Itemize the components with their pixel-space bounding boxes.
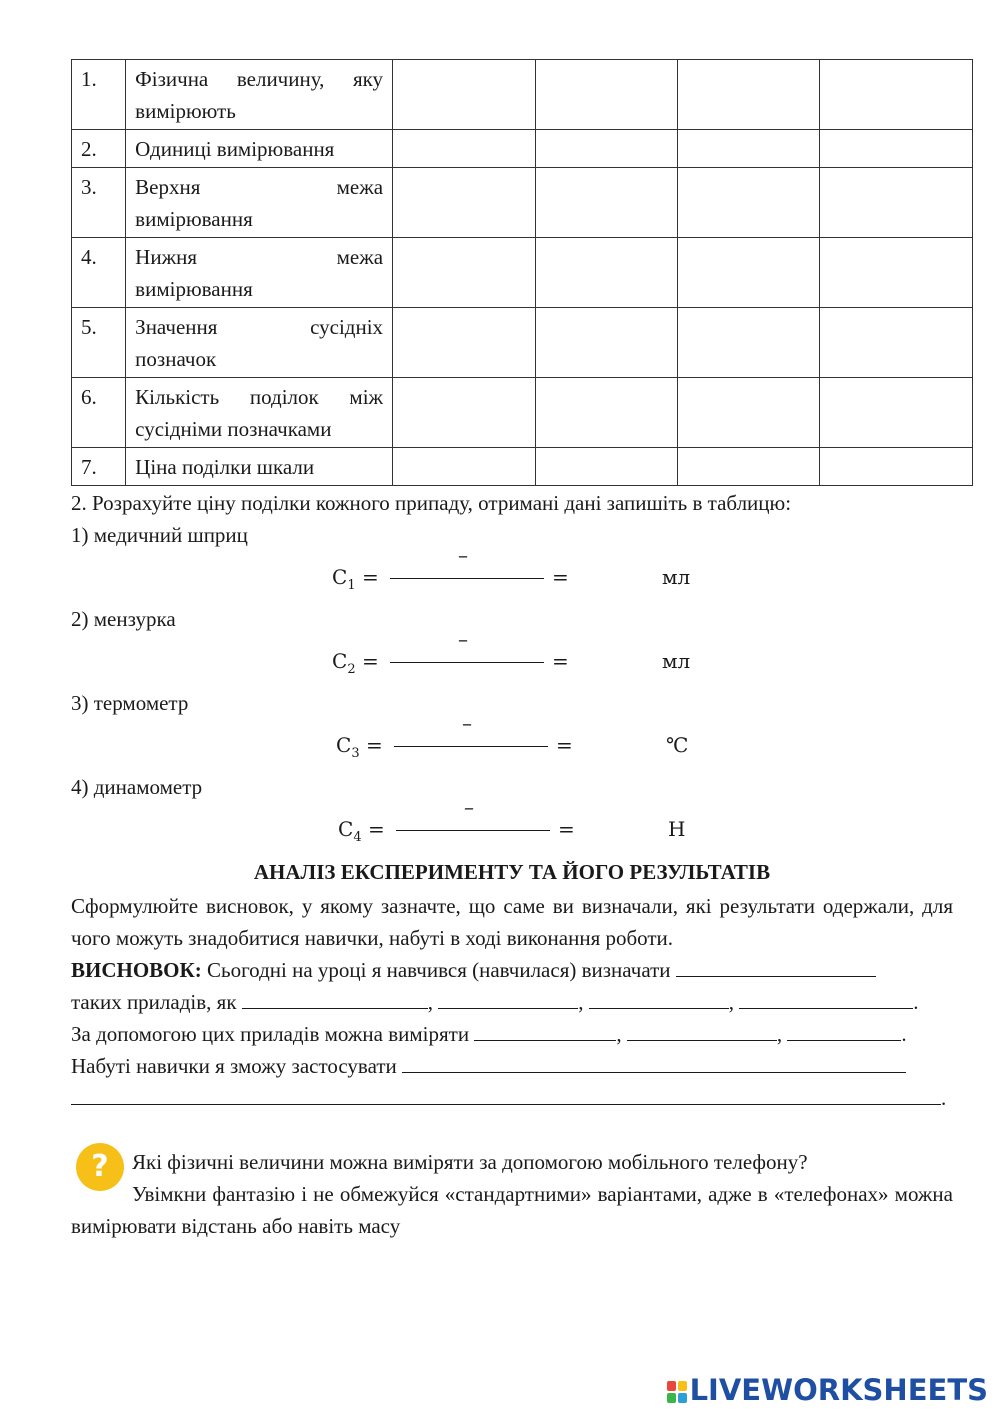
row-number: 5.	[72, 308, 126, 378]
blank-apply[interactable]	[402, 1052, 906, 1073]
answer-cell[interactable]	[535, 308, 677, 378]
answer-cell[interactable]	[393, 378, 535, 448]
analysis-heading: АНАЛІЗ ЕКСПЕРИМЕНТУ ТА ЙОГО РЕЗУЛЬТАТІВ	[253, 860, 771, 884]
answer-cell[interactable]	[393, 448, 535, 486]
conclusion-line-3: За допомогою цих приладів можна виміряти , , .	[71, 1022, 907, 1046]
conclusion-line-4	[71, 1050, 953, 1082]
row-label-line: Ціна поділки шкали	[135, 455, 315, 479]
equals-sign: =	[552, 649, 569, 673]
row-number: 6.	[72, 378, 126, 448]
numerator-minus[interactable]: –	[458, 543, 468, 567]
row-label	[126, 238, 393, 308]
answer-cell[interactable]	[535, 378, 677, 448]
answer-cell[interactable]	[820, 238, 973, 308]
equals-sign: =	[366, 733, 383, 757]
numerator-minus[interactable]: –	[462, 711, 472, 735]
row-label	[126, 378, 393, 448]
row-number: 3.	[72, 168, 126, 238]
formula-symbol	[336, 732, 360, 767]
conclusion-text-1: Сьогодні на уроці я навчився (навчилася) визначати	[207, 958, 671, 982]
formula-symbol	[332, 648, 356, 683]
formula-symbol	[338, 816, 362, 851]
blank-device-4[interactable]	[739, 988, 913, 1009]
row-label-line: Одиниці вимірювання	[135, 137, 335, 161]
question-hint: Увімкни фантазію і не обмежуйся «стандартними» варіантами, адже в «телефонах» можна вимірювати відстань або навіть масу	[71, 1182, 953, 1238]
question-icon: ?	[76, 1143, 124, 1191]
conclusion-text-2: таких приладів, як	[71, 990, 237, 1014]
division-value-formula	[332, 543, 712, 600]
row-label	[126, 168, 393, 238]
equals-sign: =	[558, 817, 575, 841]
unit-label: ℃	[666, 733, 689, 757]
answer-cell[interactable]	[820, 130, 973, 168]
row-number: 7.	[72, 448, 126, 486]
symbol-index: 2	[347, 662, 356, 677]
table-row	[72, 168, 973, 238]
blank-quantity-3[interactable]	[787, 1020, 901, 1041]
conclusion-line-5: .	[71, 1082, 953, 1114]
blank-apply-continued[interactable]	[71, 1084, 941, 1105]
blank-device-3[interactable]	[589, 988, 729, 1009]
question-text: Які фізичні величини можна виміряти за допомогою мобільного телефону?	[132, 1150, 808, 1174]
unit-label: Н	[668, 817, 686, 841]
conclusion-text-3: За допомогою цих приладів можна виміряти	[71, 1022, 470, 1046]
row-label-line: Фізична величину, яку	[135, 67, 384, 91]
row-number: 4.	[72, 238, 126, 308]
row-number: 2.	[72, 130, 126, 168]
answer-cell[interactable]	[393, 60, 535, 130]
table-row	[72, 308, 973, 378]
division-value-formula	[332, 627, 712, 684]
answer-cell[interactable]	[677, 130, 819, 168]
answer-cell[interactable]	[393, 130, 535, 168]
row-label	[126, 308, 393, 378]
numerator-minus[interactable]: –	[458, 627, 468, 651]
symbol-letter: C	[332, 565, 348, 589]
row-label	[126, 130, 393, 168]
fraction-bar	[396, 830, 550, 831]
answer-cell[interactable]	[393, 168, 535, 238]
row-label-line: Кількість поділок між	[135, 385, 384, 409]
row-label-line: Верхня межа	[135, 175, 384, 199]
liveworksheets-logo	[667, 1373, 988, 1407]
row-label-line: вимірювання	[135, 207, 253, 231]
blank-device-1[interactable]	[242, 988, 428, 1009]
equals-sign: =	[362, 565, 379, 589]
answer-cell[interactable]	[535, 238, 677, 308]
blank-device-2[interactable]	[438, 988, 578, 1009]
answer-cell[interactable]	[820, 168, 973, 238]
conclusion-line-1	[71, 954, 953, 986]
unit-label: мл	[662, 649, 691, 673]
answer-cell[interactable]	[677, 378, 819, 448]
row-label-line: позначок	[135, 347, 217, 371]
row-label	[126, 448, 393, 486]
row-label-line: сусідніми позначками	[135, 417, 332, 441]
division-value-formula	[338, 795, 718, 852]
logo-text: LIVEWORKSHEETS	[689, 1373, 988, 1407]
instrument-parameters-table	[71, 59, 973, 486]
answer-cell[interactable]	[820, 60, 973, 130]
equals-sign: =	[552, 565, 569, 589]
instrument-label: 3) термометр	[71, 691, 189, 715]
answer-cell[interactable]	[393, 308, 535, 378]
answer-cell[interactable]	[677, 168, 819, 238]
unit-label: мл	[662, 565, 691, 589]
symbol-letter: C	[336, 733, 352, 757]
answer-cell[interactable]	[677, 60, 819, 130]
answer-cell[interactable]	[820, 378, 973, 448]
fraction-bar	[394, 746, 548, 747]
table-row	[72, 130, 973, 168]
equals-sign: =	[368, 817, 385, 841]
answer-cell[interactable]	[820, 308, 973, 378]
answer-cell[interactable]	[677, 308, 819, 378]
blank-determine[interactable]	[676, 956, 876, 977]
numerator-minus[interactable]: –	[464, 795, 474, 819]
task2-instruction: 2. Розрахуйте ціну поділки кожного припаду, отримані дані запишіть в таблицю:	[71, 491, 792, 515]
answer-cell[interactable]	[535, 448, 677, 486]
fraction-bar	[390, 578, 544, 579]
table-row	[72, 60, 973, 130]
row-label-line: вимірюють	[135, 99, 236, 123]
blank-quantity-2[interactable]	[627, 1020, 777, 1041]
equals-sign: =	[556, 733, 573, 757]
conclusion-label: ВИСНОВОК:	[71, 958, 202, 982]
row-number: 1.	[72, 60, 126, 130]
answer-cell[interactable]	[535, 60, 677, 130]
fraction-bar	[390, 662, 544, 663]
table-row	[72, 378, 973, 448]
table-row	[72, 238, 973, 308]
liveworksheets-mark-icon	[667, 1381, 687, 1403]
instrument-label: 2) мензурка	[71, 607, 176, 631]
answer-cell[interactable]	[535, 168, 677, 238]
symbol-letter: C	[332, 649, 348, 673]
equals-sign: =	[362, 649, 379, 673]
answer-cell[interactable]	[820, 448, 973, 486]
instrument-label: 4) динамометр	[71, 775, 203, 799]
analysis-intro: Сформулюйте висновок, у якому зазначте, що саме ви визначали, які результати одержали, для чого можуть знадобитися навички, набуті в ході виконання роботи.	[71, 894, 953, 950]
answer-cell[interactable]	[535, 130, 677, 168]
symbol-index: 1	[347, 578, 356, 593]
symbol-index: 4	[353, 830, 362, 845]
row-label	[126, 60, 393, 130]
division-value-formula	[336, 711, 716, 768]
row-label-line: Значення сусідніх	[135, 315, 384, 339]
instrument-label: 1) медичний шприц	[71, 523, 248, 547]
symbol-index: 3	[351, 746, 360, 761]
blank-quantity-1[interactable]	[474, 1020, 616, 1041]
answer-cell[interactable]	[393, 238, 535, 308]
table-row	[72, 448, 973, 486]
conclusion-text-4: Набуті навички я зможу застосувати	[71, 1054, 397, 1078]
row-label-line: вимірювання	[135, 277, 253, 301]
answer-cell[interactable]	[677, 238, 819, 308]
conclusion-line-2: таких приладів, як , , , .	[71, 990, 919, 1014]
symbol-letter: C	[338, 817, 354, 841]
formula-symbol	[332, 564, 356, 599]
answer-cell[interactable]	[677, 448, 819, 486]
row-label-line: Нижня межа	[135, 245, 384, 269]
